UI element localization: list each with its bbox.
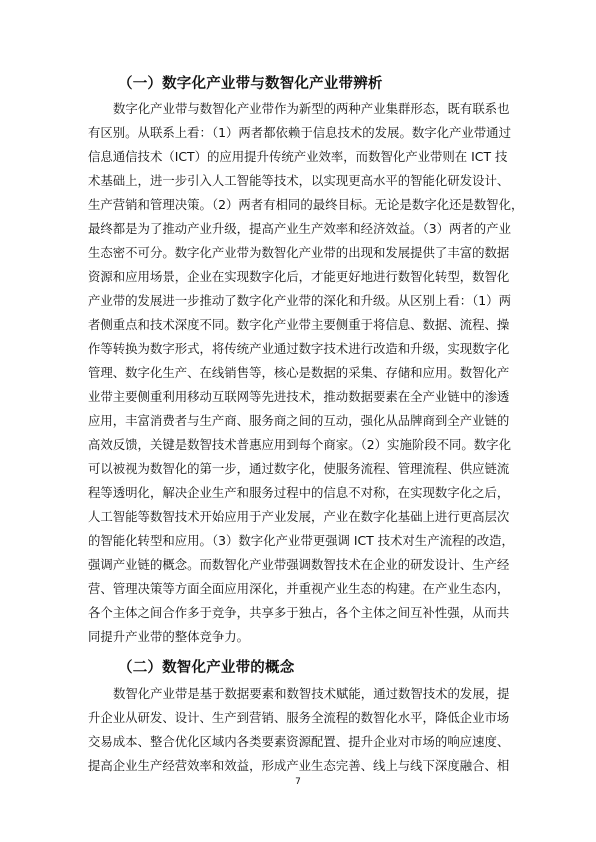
text-line: 生态密不可分。数字化产业带为数智化产业带的出现和发展提供了丰富的数据: [88, 245, 510, 260]
text-line: 产业带的发展进一步推动了数字化产业带的深化和升级。从区别上看：（1）两: [88, 293, 511, 308]
text-line: 术基础上，进一步引入人工智能等技术，以实现更高水平的智能化研发设计、: [88, 173, 510, 188]
text-line: 管理、数字化生产、在线销售等，核心是数据的采集、存储和应用。数智化产: [88, 365, 510, 380]
text-line: 交易成本、整合优化区域内各类要素资源配置、提升企业对市场的响应速度、: [88, 734, 510, 749]
text-line: 信息通信技术（ICT）的应用提升传统产业效率，而数智化产业带则在 ICT 技: [88, 149, 508, 164]
text-line: 最终都是为了推动产业升级，提高产业生产效率和经济效益。（3）两者的产业: [88, 221, 511, 236]
text-line: 有区别。从联系上看：（1）两者都依赖于信息技术的发展。数字化产业带通过: [88, 125, 511, 140]
text-line: 的智能化转型和应用。（3）数字化产业带更强调 ICT 技术对生产流程的改造，: [88, 533, 514, 548]
text-line: 应用，丰富消费者与生产商、服务商之间的互动，强化从品牌商到全产业链的: [88, 413, 510, 428]
page-number: 7: [295, 777, 301, 787]
section-heading-2: （二）数智化产业带的概念: [118, 660, 295, 676]
text-line: 强调产业链的概念。而数智化产业带强调数智技术在企业的研发设计、生产经: [88, 557, 510, 572]
text-line: 作等转换为数字形式，将传统产业通过数字技术进行改造和升级，实现数字化: [88, 341, 510, 356]
text-line: 业带主要侧重利用移动互联网等先进技术，推动数据要素在全产业链中的渗透: [88, 389, 510, 404]
text-line: 者侧重点和技术深度不同。数字化产业带主要侧重于将信息、数据、流程、操: [88, 317, 510, 332]
text-line: 人工智能等数智技术开始应用于产业发展，产业在数字化基础上进行更高层次: [88, 509, 510, 524]
section-heading-1: （一）数字化产业带与数智化产业带辨析: [118, 76, 383, 92]
text-line: 程等透明化，解决企业生产和服务过程中的信息不对称，在实现数字化之后，: [88, 485, 510, 500]
text-line: 数字化产业带与数智化产业带作为新型的两种产业集群形态，既有联系也: [113, 101, 510, 116]
text-line: 提高企业生产经营效率和效益，形成产业生态完善、线上与线下深度融合、相: [88, 758, 510, 773]
text-line: 资源和应用场景，企业在实现数字化后，才能更好地进行数智化转型，数智化: [88, 269, 510, 284]
text-line: 升企业从研发、设计、生产到营销、服务全流程的数智化水平，降低企业市场: [88, 710, 510, 725]
text-line: 数智化产业带是基于数据要素和数智技术赋能，通过数智技术的发展，提: [113, 686, 510, 701]
text-line: 各个主体之间合作多于竞争，共享多于独占，各个主体之间互补性强，从而共: [88, 605, 510, 620]
text-line: 营、管理决策等方面全面应用深化，并重视产业生态的构建。在产业生态内，: [88, 581, 510, 596]
text-line: 同提升产业带的整体竞争力。: [88, 629, 250, 644]
text-line: 可以被视为数智化的第一步，通过数字化，使服务流程、管理流程、供应链流: [88, 461, 510, 476]
text-line: 高效反馈，关键是数智技术普惠应用到每个商家。（2）实施阶段不同。数字化: [88, 437, 511, 452]
text-line: 生产营销和管理决策。（2）两者有相同的最终目标。无论是数字化还是数智化，: [88, 197, 524, 212]
